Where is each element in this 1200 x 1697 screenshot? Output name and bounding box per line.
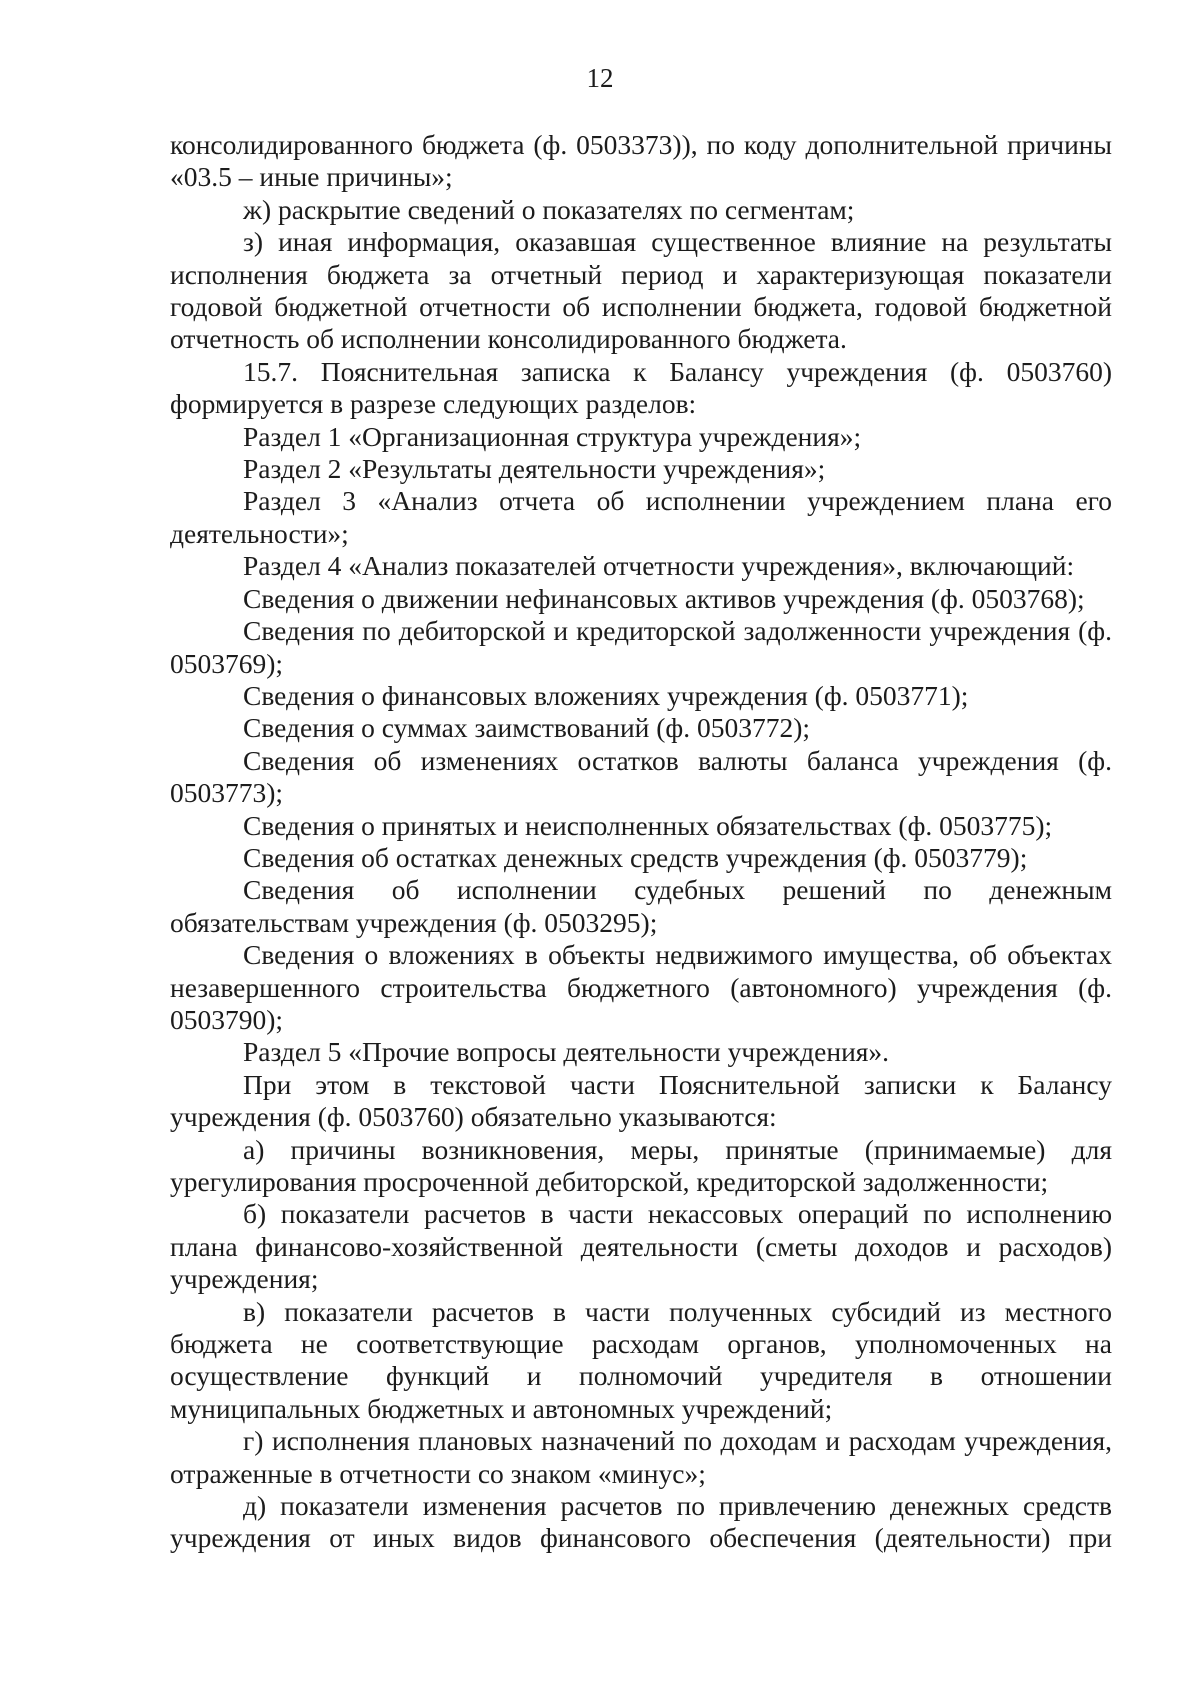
paragraph: ж) раскрытие сведений о показателях по сегментам; (243, 193, 855, 225)
paragraph: з) иная информация, оказавшая существенное влияние на результаты исполнения бюджета за отчетный период и характеризующая показатели годовой бюджетной отчетности об исполнении бюджета, годовой бюджетной отчетность об исполнении консолидированного бюджета. (170, 226, 1112, 355)
paragraph: Сведения по дебиторской и кредиторской задолженности учреждения (ф. 0503769); (170, 615, 1112, 679)
paragraph: Сведения о суммах заимствований (ф. 0503772); (243, 712, 811, 744)
paragraph: а) причины возникновения, меры, принятые (принимаемые) для урегулирования просроченной дебиторской, кредиторской задолженности; (170, 1133, 1112, 1197)
paragraph: Раздел 1 «Организационная структура учреждения»; (243, 420, 862, 452)
paragraph: б) показатели расчетов в части некассовых операций по исполнению плана финансово-хозяйственной деятельности (сметы доходов и расходов) учреждения; (170, 1198, 1112, 1295)
paragraph: Сведения о финансовых вложениях учреждения (ф. 0503771); (243, 679, 969, 711)
paragraph: Раздел 4 «Анализ показателей отчетности учреждения», включающий: (243, 550, 1075, 582)
paragraph: Сведения о движении нефинансовых активов учреждения (ф. 0503768); (243, 582, 1085, 614)
paragraph: Сведения об остатках денежных средств учреждения (ф. 0503779); (243, 841, 1028, 873)
document-body (170, 129, 1112, 1555)
paragraph: Раздел 2 «Результаты деятельности учреждения»; (243, 453, 826, 485)
paragraph: Раздел 5 «Прочие вопросы деятельности учреждения». (243, 1036, 890, 1068)
paragraph: г) исполнения плановых назначений по доходам и расходам учреждения, отраженные в отчетности со знаком «минус»; (170, 1425, 1112, 1489)
paragraph: Сведения о принятых и неисполненных обязательствах (ф. 0503775); (243, 809, 1053, 841)
page-number: 12 (586, 63, 614, 93)
paragraph: консолидированного бюджета (ф. 0503373)), по коду дополнительной причины «03.5 – иные причины»; (170, 129, 1112, 193)
paragraph: 15.7. Пояснительная записка к Балансу учреждения (ф. 0503760) формируется в разрезе следующих разделов: (170, 355, 1112, 420)
paragraph: Сведения об исполнении судебных решений по денежным обязательствам учреждения (ф. 0503295); (170, 874, 1112, 938)
paragraph: При этом в текстовой части Пояснительной записки к Балансу учреждения (ф. 0503760) обязательно указываются: (170, 1068, 1112, 1133)
paragraph: д) показатели изменения расчетов по привлечению денежных средств учреждения от иных видов финансового обеспечения (деятельности) при (170, 1490, 1112, 1554)
paragraph: в) показатели расчетов в части полученных субсидий из местного бюджета не соответствующие расходам органов, уполномоченных на осуществление функций и полномочий учредителя в отношении муниципальных бюджетных и автономных учреждений; (170, 1295, 1112, 1424)
paragraph: Раздел 3 «Анализ отчета об исполнении учреждением плана его деятельности»; (170, 485, 1112, 549)
paragraph: Сведения об изменениях остатков валюты баланса учреждения (ф. 0503773); (170, 744, 1112, 809)
paragraph: Сведения о вложениях в объекты недвижимого имущества, об объектах незавершенного строительства бюджетного (автономного) учреждения (ф. 0503790); (170, 939, 1112, 1035)
